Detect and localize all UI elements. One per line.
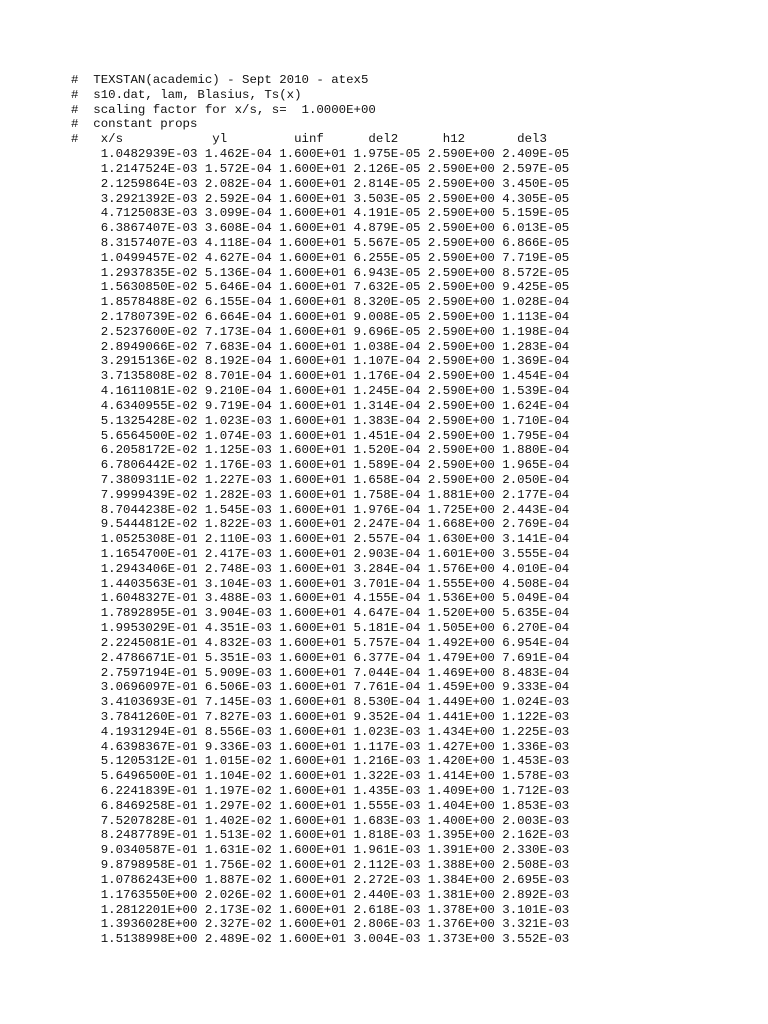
table-row: 5.1325428E-02 1.023E-03 1.600E+01 1.383E-04 2.590E+00 1.710E-04 xyxy=(71,413,570,428)
table-row: 4.6340955E-02 9.719E-04 1.600E+01 1.314E-04 2.590E+00 1.624E-04 xyxy=(71,398,570,413)
table-row: 1.2147524E-03 1.572E-04 1.600E+01 2.126E-05 2.590E+00 2.597E-05 xyxy=(71,161,570,176)
data-file-listing xyxy=(71,73,569,947)
table-row: 3.4103693E-01 7.145E-03 1.600E+01 8.530E-04 1.449E+00 1.024E-03 xyxy=(71,695,570,710)
table-row: 8.2487789E-01 1.513E-02 1.600E+01 1.818E-03 1.395E+00 2.162E-03 xyxy=(71,828,570,843)
table-row: 1.5630850E-02 5.646E-04 1.600E+01 7.632E-05 2.590E+00 9.425E-05 xyxy=(71,280,570,295)
table-row: 2.1259864E-03 2.082E-04 1.600E+01 2.814E-05 2.590E+00 3.450E-05 xyxy=(71,176,570,191)
table-row: 2.7597194E-01 5.909E-03 1.600E+01 7.044E-04 1.469E+00 8.483E-04 xyxy=(71,665,570,680)
table-row: 5.6564500E-02 1.074E-03 1.600E+01 1.451E-04 2.590E+00 1.795E-04 xyxy=(71,428,570,443)
table-row: 1.0499457E-02 4.627E-04 1.600E+01 6.255E-05 2.590E+00 7.719E-05 xyxy=(71,250,570,265)
table-row: 1.8578488E-02 6.155E-04 1.600E+01 8.320E-05 2.590E+00 1.028E-04 xyxy=(71,295,570,310)
table-row: 1.0525308E-01 2.110E-03 1.600E+01 2.557E-04 1.630E+00 3.141E-04 xyxy=(71,532,570,547)
table-row: 1.2937835E-02 5.136E-04 1.600E+01 6.943E-05 2.590E+00 8.572E-05 xyxy=(71,265,570,280)
table-row: 9.5444812E-02 1.822E-03 1.600E+01 2.247E-04 1.668E+00 2.769E-04 xyxy=(71,517,570,532)
table-row: 5.1205312E-01 1.015E-02 1.600E+01 1.216E-03 1.420E+00 1.453E-03 xyxy=(71,754,570,769)
table-row: 3.2921392E-03 2.592E-04 1.600E+01 3.503E-05 2.590E+00 4.305E-05 xyxy=(71,191,570,206)
table-row: 5.6496500E-01 1.104E-02 1.600E+01 1.322E-03 1.414E+00 1.578E-03 xyxy=(71,769,570,784)
table-row: 8.3157407E-03 4.118E-04 1.600E+01 5.567E-05 2.590E+00 6.866E-05 xyxy=(71,235,570,250)
comment-line: # s10.dat, lam, Blasius, Ts(x) xyxy=(71,87,302,102)
comment-line: # scaling factor for x/s, s= 1.0000E+00 xyxy=(71,102,376,117)
table-row: 7.3809311E-02 1.227E-03 1.600E+01 1.658E-04 2.590E+00 2.050E-04 xyxy=(71,472,570,487)
comment-line: # constant props xyxy=(71,117,198,132)
table-row: 1.0482939E-03 1.462E-04 1.600E+01 1.975E-05 2.590E+00 2.409E-05 xyxy=(71,147,570,162)
table-row: 1.4403563E-01 3.104E-03 1.600E+01 3.701E-04 1.555E+00 4.508E-04 xyxy=(71,576,570,591)
table-row: 1.7892895E-01 3.904E-03 1.600E+01 4.647E-04 1.520E+00 5.635E-04 xyxy=(71,606,570,621)
table-row: 4.1611081E-02 9.210E-04 1.600E+01 1.245E-04 2.590E+00 1.539E-04 xyxy=(71,384,570,399)
table-row: 2.5237600E-02 7.173E-04 1.600E+01 9.696E-05 2.590E+00 1.198E-04 xyxy=(71,324,570,339)
table-row: 1.2943406E-01 2.748E-03 1.600E+01 3.284E-04 1.576E+00 4.010E-04 xyxy=(71,561,570,576)
table-row: 1.5138998E+00 2.489E-02 1.600E+01 3.004E-03 1.373E+00 3.552E-03 xyxy=(71,932,570,947)
column-header-line: # x/s yl uinf del2 h12 del3 xyxy=(71,132,547,147)
table-row: 2.4786671E-01 5.351E-03 1.600E+01 6.377E-04 1.479E+00 7.691E-04 xyxy=(71,650,570,665)
table-row: 9.0340587E-01 1.631E-02 1.600E+01 1.961E-03 1.391E+00 2.330E-03 xyxy=(71,843,570,858)
table-row: 3.7135808E-02 8.701E-04 1.600E+01 1.176E-04 2.590E+00 1.454E-04 xyxy=(71,369,570,384)
table-row: 1.0786243E+00 1.887E-02 1.600E+01 2.272E-03 1.384E+00 2.695E-03 xyxy=(71,872,570,887)
table-row: 4.7125083E-03 3.099E-04 1.600E+01 4.191E-05 2.590E+00 5.159E-05 xyxy=(71,206,570,221)
table-row: 2.2245081E-01 4.832E-03 1.600E+01 5.757E-04 1.492E+00 6.954E-04 xyxy=(71,635,570,650)
table-row: 2.8949066E-02 7.683E-04 1.600E+01 1.038E-04 2.590E+00 1.283E-04 xyxy=(71,339,570,354)
table-row: 1.1763550E+00 2.026E-02 1.600E+01 2.440E-03 1.381E+00 2.892E-03 xyxy=(71,887,570,902)
table-row: 6.8469258E-01 1.297E-02 1.600E+01 1.555E-03 1.404E+00 1.853E-03 xyxy=(71,798,570,813)
table-row: 1.6048327E-01 3.488E-03 1.600E+01 4.155E-04 1.536E+00 5.049E-04 xyxy=(71,591,570,606)
table-row: 6.3867407E-03 3.608E-04 1.600E+01 4.879E-05 2.590E+00 6.013E-05 xyxy=(71,221,570,236)
table-row: 4.1931294E-01 8.556E-03 1.600E+01 1.023E-03 1.434E+00 1.225E-03 xyxy=(71,724,570,739)
table-row: 3.2915136E-02 8.192E-04 1.600E+01 1.107E-04 2.590E+00 1.369E-04 xyxy=(71,354,570,369)
table-row: 1.3936028E+00 2.327E-02 1.600E+01 2.806E-03 1.376E+00 3.321E-03 xyxy=(71,917,570,932)
table-row: 2.1780739E-02 6.664E-04 1.600E+01 9.008E-05 2.590E+00 1.113E-04 xyxy=(71,310,570,324)
file-header xyxy=(71,73,569,147)
table-row: 6.2241839E-01 1.197E-02 1.600E+01 1.435E-03 1.409E+00 1.712E-03 xyxy=(71,784,570,798)
table-row: 7.9999439E-02 1.282E-03 1.600E+01 1.758E-04 1.881E+00 2.177E-04 xyxy=(71,487,570,502)
table-row: 1.9953029E-01 4.351E-03 1.600E+01 5.181E-04 1.505E+00 6.270E-04 xyxy=(71,621,570,636)
table-row: 9.8798958E-01 1.756E-02 1.600E+01 2.112E-03 1.388E+00 2.508E-03 xyxy=(71,858,570,873)
table-row: 3.0696097E-01 6.506E-03 1.600E+01 7.761E-04 1.459E+00 9.333E-04 xyxy=(71,680,570,695)
table-row: 1.2812201E+00 2.173E-02 1.600E+01 2.618E-03 1.378E+00 3.101E-03 xyxy=(71,902,570,917)
data-table xyxy=(71,147,569,947)
table-row: 6.7806442E-02 1.176E-03 1.600E+01 1.589E-04 2.590E+00 1.965E-04 xyxy=(71,458,570,473)
table-row: 1.1654700E-01 2.417E-03 1.600E+01 2.903E-04 1.601E+00 3.555E-04 xyxy=(71,547,570,561)
comment-line: # TEXSTAN(academic) - Sept 2010 - atex5 xyxy=(71,73,369,87)
table-row: 8.7044238E-02 1.545E-03 1.600E+01 1.976E-04 1.725E+00 2.443E-04 xyxy=(71,502,570,517)
table-row: 4.6398367E-01 9.336E-03 1.600E+01 1.117E-03 1.427E+00 1.336E-03 xyxy=(71,739,570,754)
table-row: 7.5207828E-01 1.402E-02 1.600E+01 1.683E-03 1.400E+00 2.003E-03 xyxy=(71,813,570,828)
table-row: 6.2058172E-02 1.125E-03 1.600E+01 1.520E-04 2.590E+00 1.880E-04 xyxy=(71,443,570,458)
table-row: 3.7841260E-01 7.827E-03 1.600E+01 9.352E-04 1.441E+00 1.122E-03 xyxy=(71,709,570,724)
